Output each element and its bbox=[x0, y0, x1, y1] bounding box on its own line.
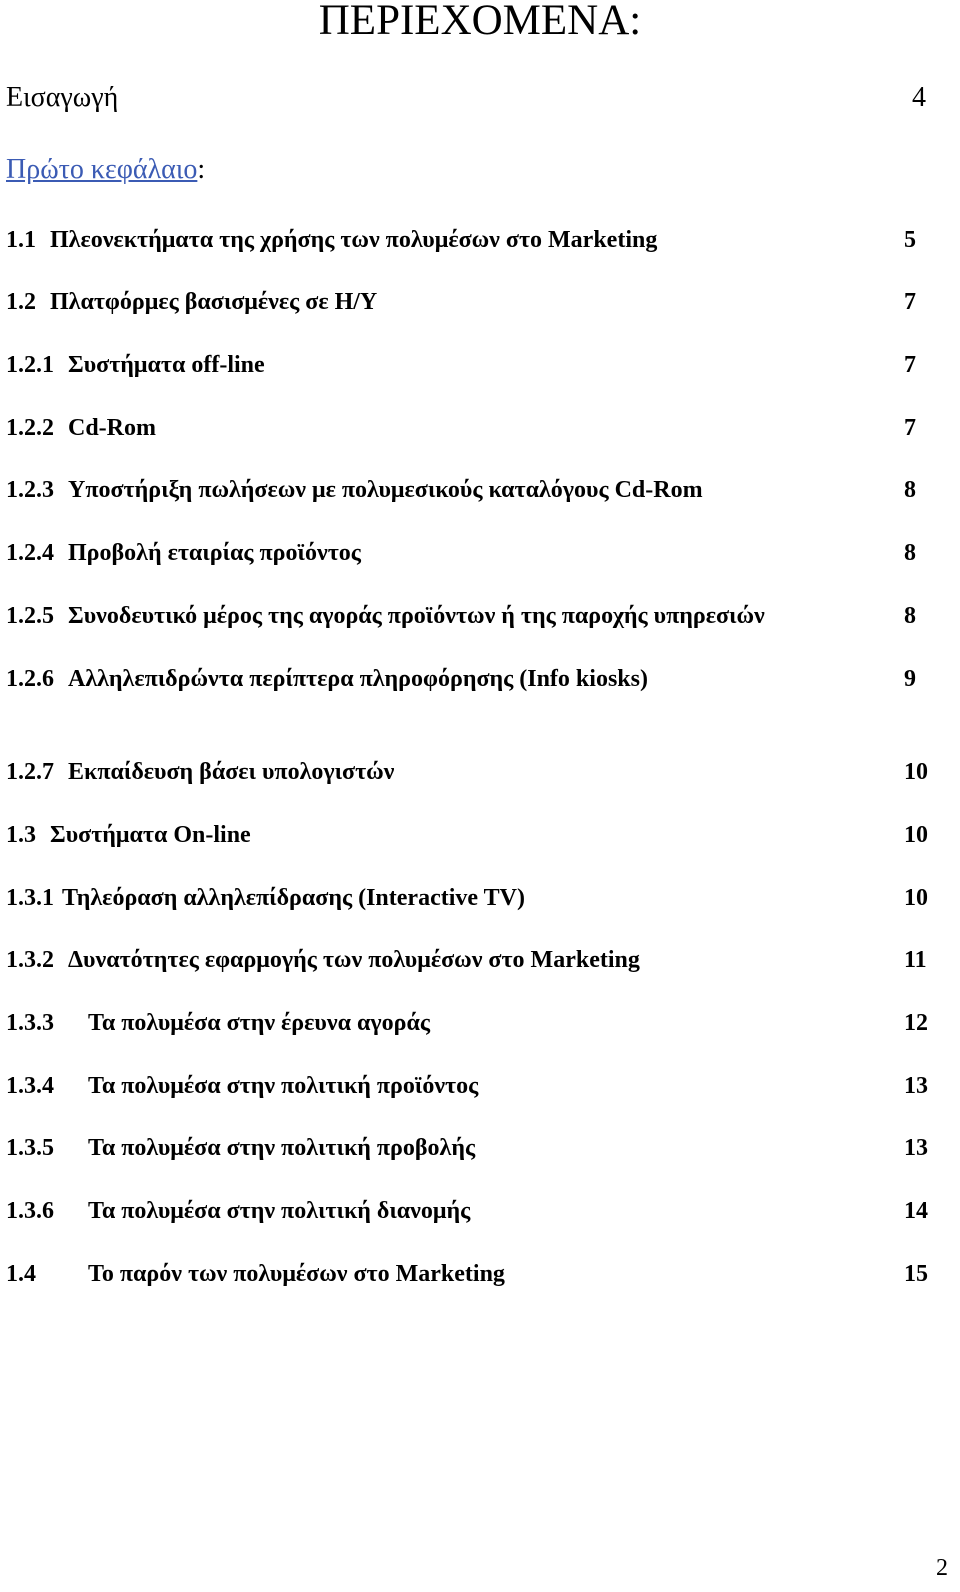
toc-entry[interactable] bbox=[6, 942, 942, 978]
toc-entry-label: Αλληλεπιδρώντα περίπτερα πληροφόρησης (Info kiosks) bbox=[68, 666, 648, 692]
toc-entry-page: 8 bbox=[904, 477, 916, 503]
toc-entry-page: 7 bbox=[904, 289, 916, 315]
toc-entry-number: 1.4 bbox=[6, 1261, 36, 1287]
toc-entry[interactable] bbox=[6, 472, 942, 508]
toc-entry-label: Τα πολυμέσα στην πολιτική προϊόντος bbox=[88, 1073, 479, 1099]
toc-entry[interactable] bbox=[6, 661, 942, 697]
page-title: ΠΕΡΙΕΧΟΜΕΝΑ: bbox=[318, 0, 642, 44]
toc-entry-number: 1.2.5 bbox=[6, 603, 60, 629]
toc-entry-page: 13 bbox=[904, 1073, 928, 1099]
toc-entry-number: 1.2.3 bbox=[6, 477, 60, 503]
toc-entry-page: 8 bbox=[904, 540, 916, 566]
toc-entry-number: 1.3.5 bbox=[6, 1135, 54, 1161]
chapter-heading bbox=[6, 152, 205, 188]
toc-entry-label: Εκπαίδευση βάσει υπολογιστών bbox=[68, 759, 395, 785]
toc-entry-number: 1.2.1 bbox=[6, 352, 60, 378]
toc-entry[interactable] bbox=[6, 347, 942, 383]
toc-entry[interactable] bbox=[6, 410, 942, 446]
toc-entry-label: Πλατφόρμες βασισμένες σε Η/Υ bbox=[50, 289, 378, 315]
toc-entry-page: 9 bbox=[904, 666, 916, 692]
toc-entry-label: Τα πολυμέσα στην πολιτική προβολής bbox=[88, 1135, 476, 1161]
toc-entry[interactable] bbox=[6, 754, 942, 790]
toc-entry-number: 1.3 bbox=[6, 822, 42, 848]
toc-intro-label: Εισαγωγή bbox=[6, 82, 119, 113]
toc-entry-number: 1.2.7 bbox=[6, 759, 60, 785]
toc-entry-page: 10 bbox=[904, 885, 928, 911]
toc-entry-page: 13 bbox=[904, 1135, 928, 1161]
toc-entry-page: 15 bbox=[904, 1261, 928, 1287]
toc-entry-label: Τηλεόραση αλληλεπίδρασης (Interactive TV) bbox=[62, 885, 525, 911]
toc-entry-page: 5 bbox=[904, 227, 916, 253]
toc-entry-number: 1.1 bbox=[6, 227, 42, 253]
chapter-heading-colon: : bbox=[197, 154, 206, 185]
toc-entry[interactable] bbox=[6, 817, 942, 853]
toc-entry[interactable] bbox=[6, 880, 942, 916]
toc-entry-label: Το παρόν των πολυμέσων στο Marketing bbox=[88, 1261, 505, 1287]
toc-entry-page: 11 bbox=[904, 947, 927, 973]
toc-entry-label: Τα πολυμέσα στην έρευνα αγοράς bbox=[88, 1010, 430, 1036]
toc-entry-label: Τα πολυμέσα στην πολιτική διανομής bbox=[88, 1198, 471, 1224]
toc-entry[interactable] bbox=[6, 1068, 942, 1104]
page-number: 2 bbox=[936, 1555, 948, 1581]
toc-entry[interactable] bbox=[6, 1130, 942, 1166]
toc-entry-number: 1.3.1 bbox=[6, 885, 54, 911]
toc-entry[interactable] bbox=[6, 222, 942, 258]
toc-entry[interactable] bbox=[6, 284, 942, 320]
toc-entry-page: 7 bbox=[904, 352, 916, 378]
toc-entry-label: Προβολή εταιρίας προϊόντος bbox=[68, 540, 361, 566]
toc-entry-number: 1.2.2 bbox=[6, 415, 60, 441]
toc-entry-label: Συστήματα On-line bbox=[50, 822, 251, 848]
toc-entry[interactable] bbox=[6, 598, 942, 634]
toc-intro-page: 4 bbox=[912, 82, 926, 113]
toc-entry-page: 8 bbox=[904, 603, 916, 629]
toc-entry[interactable] bbox=[6, 1193, 942, 1229]
toc-entry-page: 10 bbox=[904, 822, 928, 848]
toc-entry-label: Πλεονεκτήματα της χρήσης των πολυμέσων στο Marketing bbox=[50, 227, 658, 253]
toc-entry-number: 1.3.3 bbox=[6, 1010, 54, 1036]
toc-entry-page: 10 bbox=[904, 759, 928, 785]
toc-entry-number: 1.3.4 bbox=[6, 1073, 54, 1099]
toc-entry-page: 12 bbox=[904, 1010, 928, 1036]
toc-entry[interactable] bbox=[6, 1005, 942, 1041]
toc-entry-label: Cd-Rom bbox=[68, 415, 156, 441]
toc-entry-page: 7 bbox=[904, 415, 916, 441]
toc-entry-number: 1.2.4 bbox=[6, 540, 60, 566]
toc-entry-number: 1.2.6 bbox=[6, 666, 60, 692]
toc-entry[interactable] bbox=[6, 1256, 942, 1292]
toc-entry-number: 1.3.2 bbox=[6, 947, 60, 973]
toc-entry-label: Συστήματα off-line bbox=[68, 352, 265, 378]
toc-entry-label: Συνοδευτικό μέρος της αγοράς προϊόντων ή της παροχής υπηρεσιών bbox=[68, 603, 765, 629]
toc-entry-page: 14 bbox=[904, 1198, 928, 1224]
toc-entry[interactable] bbox=[6, 535, 942, 571]
toc-entry-label: Δυνατότητες εφαρμογής των πολυμέσων στο Marketing bbox=[68, 947, 640, 973]
chapter-one-link[interactable]: Πρώτο κεφάλαιο bbox=[6, 154, 198, 185]
toc-entry-number: 1.3.6 bbox=[6, 1198, 54, 1224]
toc-entry-number: 1.2 bbox=[6, 289, 42, 315]
toc-entry-label: Υποστήριξη πωλήσεων με πολυμεσικούς καταλόγους Cd-Rom bbox=[68, 477, 703, 503]
